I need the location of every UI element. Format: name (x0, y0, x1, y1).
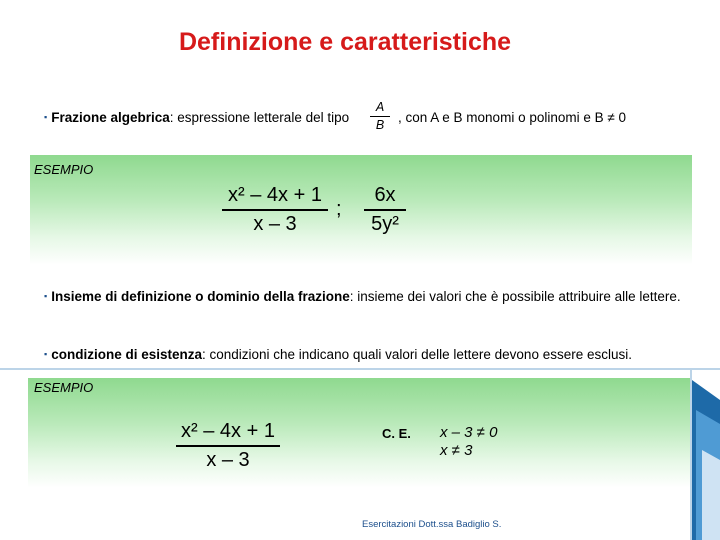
fraction-bar (176, 445, 280, 447)
divider (0, 368, 720, 370)
definition-text: : espressione letterale del tipo (169, 110, 350, 125)
fraction-numerator: x² – 4x + 1 (228, 184, 322, 206)
fraction-numerator: 6x (374, 184, 396, 206)
existence-term: condizione di esistenza (51, 347, 202, 362)
domain-text: : insieme dei valori che è possibile attribuire alle lettere. (349, 289, 681, 304)
existence-condition-label: C. E. (382, 426, 411, 441)
fraction-denominator: 5y² (371, 213, 399, 235)
fraction-bar (370, 116, 390, 117)
condition-line: x ≠ 3 (440, 442, 473, 459)
fraction-denominator: B (375, 118, 385, 132)
generic-fraction (370, 100, 390, 132)
existence-conditions (440, 424, 497, 460)
example1-fraction-2 (364, 184, 406, 236)
example-box-1 (30, 155, 692, 265)
fraction-denominator: x – 3 (253, 213, 297, 235)
definition-tail: , con A e B monomi o polinomi e B ≠ 0 (398, 110, 627, 125)
page-title: Definizione e caratteristiche (178, 28, 512, 56)
condition-line: x – 3 ≠ 0 (440, 424, 498, 441)
corner-decoration (692, 380, 720, 540)
fraction-numerator: x² – 4x + 1 (181, 420, 275, 442)
fraction-numerator: A (375, 100, 385, 114)
fraction-bar (222, 209, 328, 211)
definition-term: Frazione algebrica (51, 110, 170, 125)
existence-text: : condizioni che indicano quali valori delle lettere devono essere esclusi. (201, 347, 632, 362)
definition-line (44, 110, 349, 125)
fraction-bar (364, 209, 406, 211)
domain-term: Insieme di definizione o dominio della frazione (51, 289, 350, 304)
bullet-icon: ▪ (44, 291, 48, 301)
existence-item (44, 346, 694, 363)
example1-fraction-1 (222, 184, 328, 236)
domain-item (44, 288, 684, 305)
footer-credit: Esercitazioni Dott.ssa Badiglio S. (362, 519, 502, 530)
example-box-2 (28, 378, 690, 488)
example-label-1: ESEMPIO (34, 162, 94, 177)
example-label-2: ESEMPIO (34, 380, 94, 395)
fraction-denominator: x – 3 (206, 449, 250, 471)
bullet-icon: ▪ (44, 112, 48, 122)
example1-separator: ; (336, 198, 342, 220)
example2-fraction (176, 420, 280, 472)
bullet-icon: ▪ (44, 349, 48, 359)
